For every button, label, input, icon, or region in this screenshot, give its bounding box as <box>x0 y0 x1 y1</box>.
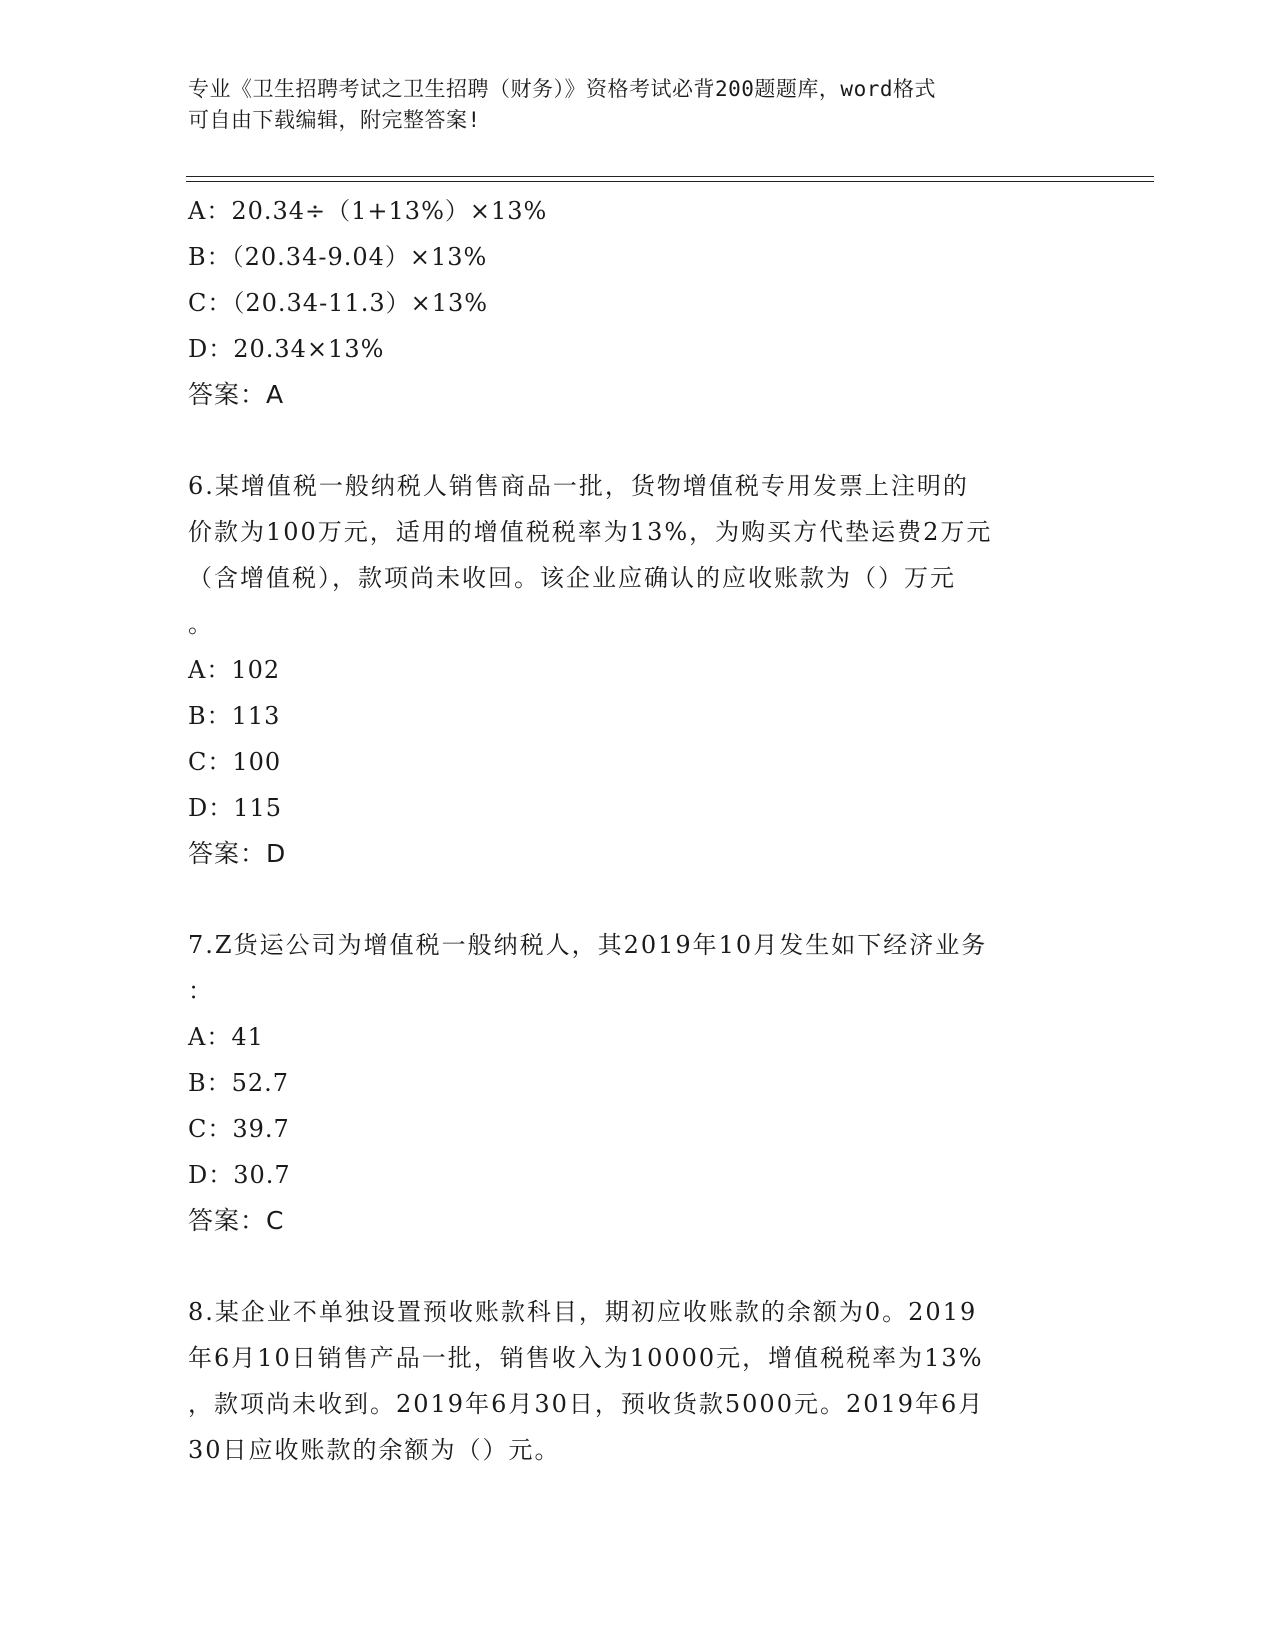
option-d: D：30.7 <box>188 1161 291 1189</box>
header-divider-top <box>186 176 1154 177</box>
question-line: ，款项尚未收到。2019年6月30日，预收货款5000元。2019年6月 <box>188 1390 985 1418</box>
header-line-2: 可自由下载编辑，附完整答案! <box>188 108 481 132</box>
question-line: 6.某增值税一般纳税人销售商品一批，货物增值税专用发票上注明的 <box>188 472 969 500</box>
option-a: A：20.34÷（1+13%）×13% <box>188 197 548 225</box>
option-a: A：41 <box>188 1023 264 1051</box>
question-line: 价款为100万元，适用的增值税税率为13%，为购买方代垫运费2万元 <box>188 518 993 546</box>
document-body <box>188 188 1088 1473</box>
option-b: B：（20.34-9.04）×13% <box>188 243 488 271</box>
question-line: 8.某企业不单独设置预收账款科目，期初应收账款的余额为0。2019 <box>188 1298 978 1326</box>
document-header <box>188 74 1088 136</box>
option-d: D：115 <box>188 794 283 822</box>
question-line: ： <box>188 977 214 1005</box>
header-divider-bottom <box>186 181 1154 182</box>
question-line: 7.Z货运公司为增值税一般纳税人，其2019年10月发生如下经济业务 <box>188 931 988 959</box>
question-7-options <box>188 1014 1088 1198</box>
question-line: 年6月10日销售产品一批，销售收入为10000元，增值税税率为13% <box>188 1344 984 1372</box>
option-b: B：113 <box>188 702 281 730</box>
question-line: 30日应收账款的余额为（）元。 <box>188 1436 561 1464</box>
option-c: C：（20.34-11.3）×13% <box>188 289 489 317</box>
question-5-options <box>188 188 1088 372</box>
question-7-answer: 答案：C <box>188 1206 285 1235</box>
question-6-text <box>188 463 1088 647</box>
header-line-1: 专业《卫生招聘考试之卫生招聘（财务）》资格考试必背200题题库，word格式 <box>188 77 936 101</box>
option-d: D：20.34×13% <box>188 335 385 363</box>
question-line: 。 <box>188 610 214 638</box>
question-6-answer: 答案：D <box>188 839 287 868</box>
question-5-answer: 答案：A <box>188 380 285 409</box>
option-c: C：39.7 <box>188 1115 290 1143</box>
question-7-text <box>188 922 1088 1014</box>
option-a: A：102 <box>188 656 281 684</box>
option-c: C：100 <box>188 748 282 776</box>
question-6-options <box>188 647 1088 831</box>
option-b: B：52.7 <box>188 1069 290 1097</box>
question-line: （含增值税），款项尚未收回。该企业应确认的应收账款为（）万元 <box>188 564 956 592</box>
question-8-text <box>188 1289 1088 1473</box>
